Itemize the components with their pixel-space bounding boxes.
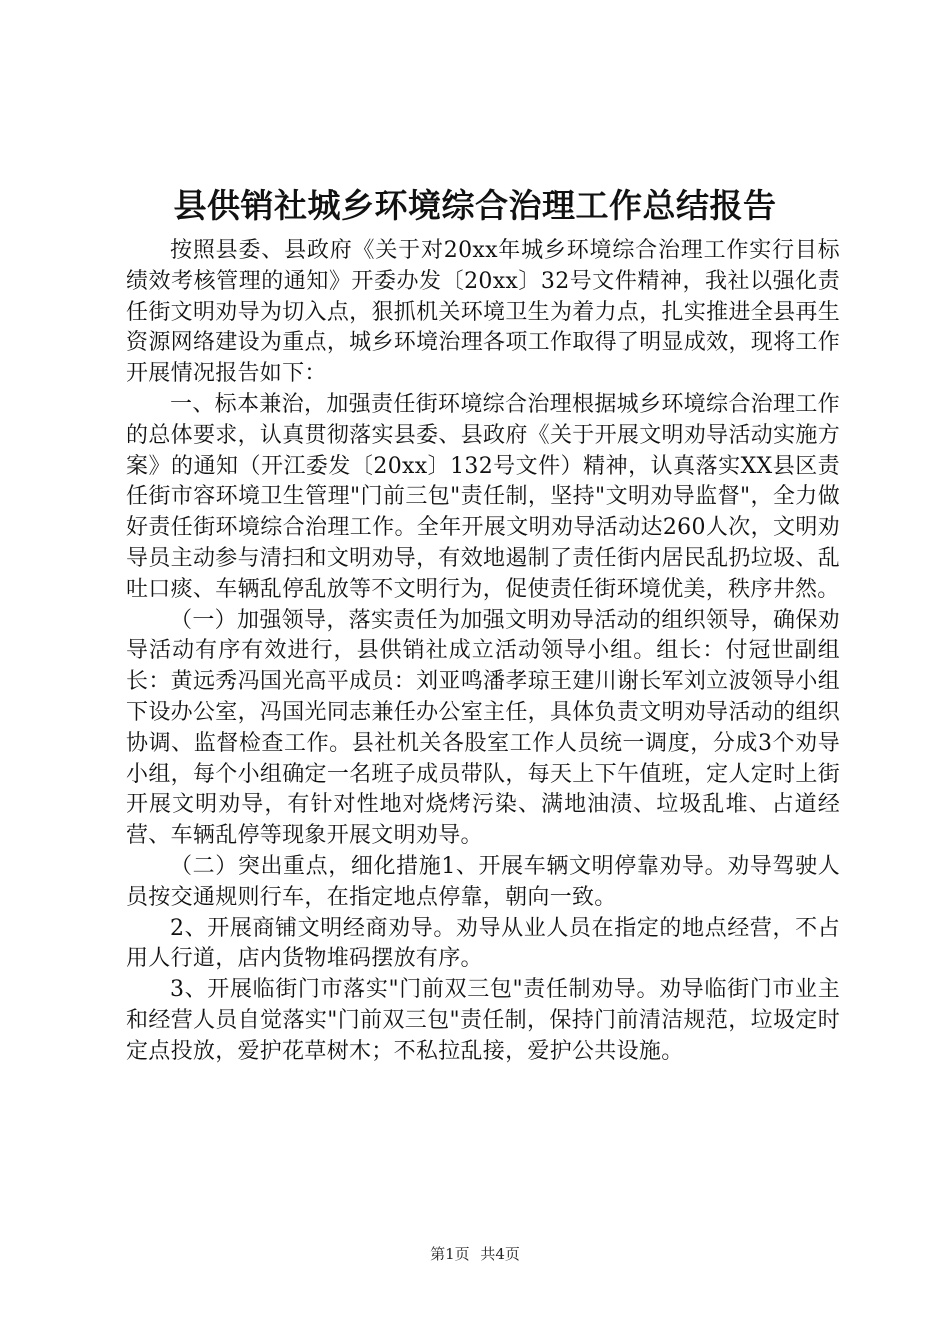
page-total: 共4页 — [480, 1245, 520, 1263]
page-number: 第1页 — [430, 1245, 470, 1263]
document-title: 县供销社城乡环境综合治理工作总结报告 — [173, 186, 777, 225]
paragraph-subsection-1: （一）加强领导，落实责任为加强文明劝导活动的组织领导，确保劝导活动有序有效进行，县供销社成立活动领导小组。组长：付冠世副组长：黄远秀冯国光高平成员：刘亚鸣潘孝琼王建川谢长军刘立波领导小组下设办公室，冯国光同志兼任办公室主任，具体负责文明劝导活动的组织协调、监督检查工作。县社机关各股室工作人员统一调度，分成3个劝导小组，每个小组确定一名班子成员带队，每天上下午值班，定人定时上街开展文明劝导，有针对性地对烧烤污染、满地油渍、垃圾乱堆、占道经营、车辆乱停等现象开展文明劝导。 — [126, 607, 840, 849]
paragraph-intro: 按照县委、县政府《关于对20xx年城乡环境综合治理工作实行目标绩效考核管理的通知》开委办发〔20xx〕32号文件精神，我社以强化责任街文明劝导为切入点，狠抓机关环境卫生为着力点，扎实推进全县再生资源网络建设为重点，城乡环境治理各项工作取得了明显成效，现将工作开展情况报告如下： — [126, 238, 840, 387]
paragraph-subsection-2: （二）突出重点，细化措施1、开展车辆文明停靠劝导。劝导驾驶人员按交通规则行车，在指定地点停靠，朝向一致。 — [126, 853, 840, 910]
paragraph-section-1: 一、标本兼治，加强责任街环境综合治理根据城乡环境综合治理工作的总体要求，认真贯彻落实县委、县政府《关于开展文明劝导活动实施方案》的通知（开江委发〔20xx〕132号文件）精神，认真落实XX县区责任街市容环境卫生管理"门前三包"责任制，坚持"文明劝导监督"，全力做好责任街环境综合治理工作。全年开展文明劝导活动达260人次，文明劝导员主动参与清扫和文明劝导，有效地遏制了责任街内居民乱扔垃圾、乱吐口痰、车辆乱停乱放等不文明行为，促使责任街环境优美，秩序井然。 — [126, 391, 840, 602]
paragraph-item-3: 3、开展临街门市落实"门前双三包"责任制劝导。劝导临街门市业主和经营人员自觉落实"门前双三包"责任制，保持门前清洁规范，垃圾定时定点投放，爱护花草树木；不私拉乱接，爱护公共设施。 — [126, 977, 840, 1064]
page-footer — [0, 1244, 950, 1264]
document-body — [126, 236, 840, 1068]
paragraph-item-2: 2、开展商铺文明经商劝导。劝导从业人员在指定的地点经营，不占用人行道，店内货物堆码摆放有序。 — [126, 915, 840, 972]
